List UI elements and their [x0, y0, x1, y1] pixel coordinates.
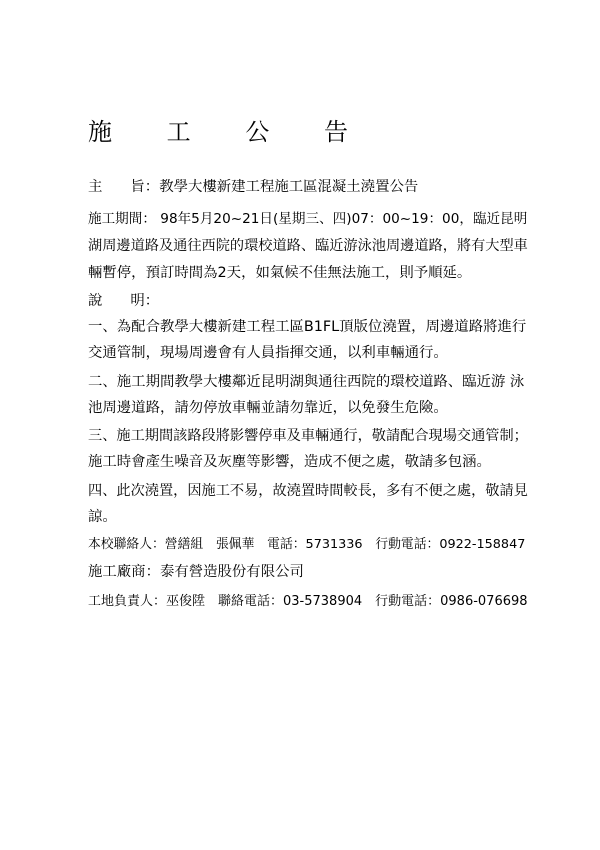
item-3-line-1: 三、施工期間該路段將影響停車及車輛通行，敬請配合現場交通管制；: [88, 428, 528, 444]
period-line-3: 輛暫停，預訂時間為2天，如氣候不佳無法施工，則予順延。: [88, 265, 472, 281]
notice-title: [88, 112, 348, 147]
title-char: 施: [88, 118, 112, 146]
subject-line: [88, 174, 528, 201]
subject-label-b: 旨：: [130, 179, 160, 195]
item-1-line-1: 一、為配合教學大樓新建工程工區B1FL頂版位澆置，周邊道路將進行: [88, 319, 527, 335]
period-line-2: 湖周邊道路及通往西院的環校道路、臨近游泳池周邊道路，將有大型車: [88, 238, 528, 254]
subject-label-a: 主: [88, 179, 103, 195]
notes-label: [88, 288, 528, 315]
title-char: 工: [166, 118, 191, 146]
school-contact: 本校聯絡人：營繕組 張佩華 電話：5731336 行動電話：0922-158847: [88, 537, 526, 552]
site-manager: 工地負責人：巫俊陞 聯絡電話：03-5738904 行動電話：0986-076698: [88, 594, 528, 609]
item-4-line-2: 諒。: [88, 509, 117, 525]
title-char: 公: [245, 118, 270, 146]
item-2-line-2: 池周邊道路，請勿停放車輛並請勿靠近，以免發生危險。: [88, 400, 448, 416]
item-4-line-1: 四、此次澆置，因施工不易，故澆置時間較長，多有不便之處，敬請見: [88, 483, 528, 499]
item-2-line-1: 二、施工期間教學大樓鄰近昆明湖與通往西院的環校道路、臨近游 泳: [88, 374, 525, 390]
title-char: 告: [323, 118, 348, 146]
contractor: 施工廠商：泰有營造股份有限公司: [88, 564, 304, 580]
item-3-line-2: 施工時會產生噪音及灰塵等影響，造成不便之處，敬請多包涵。: [88, 454, 491, 470]
notes-label-a: 說: [88, 293, 103, 309]
subject-text: 教學大樓新建工程施工區混凝土澆置公告: [159, 179, 419, 195]
period-line-1: 施工期間： 98年5月20~21日(星期三、四)07：00~19：00，臨近昆明: [88, 211, 528, 227]
item-1-line-2: 交通管制，現場周邊會有人員指揮交通，以利車輛通行。: [88, 345, 448, 361]
notes-label-b: 明：: [130, 293, 160, 309]
